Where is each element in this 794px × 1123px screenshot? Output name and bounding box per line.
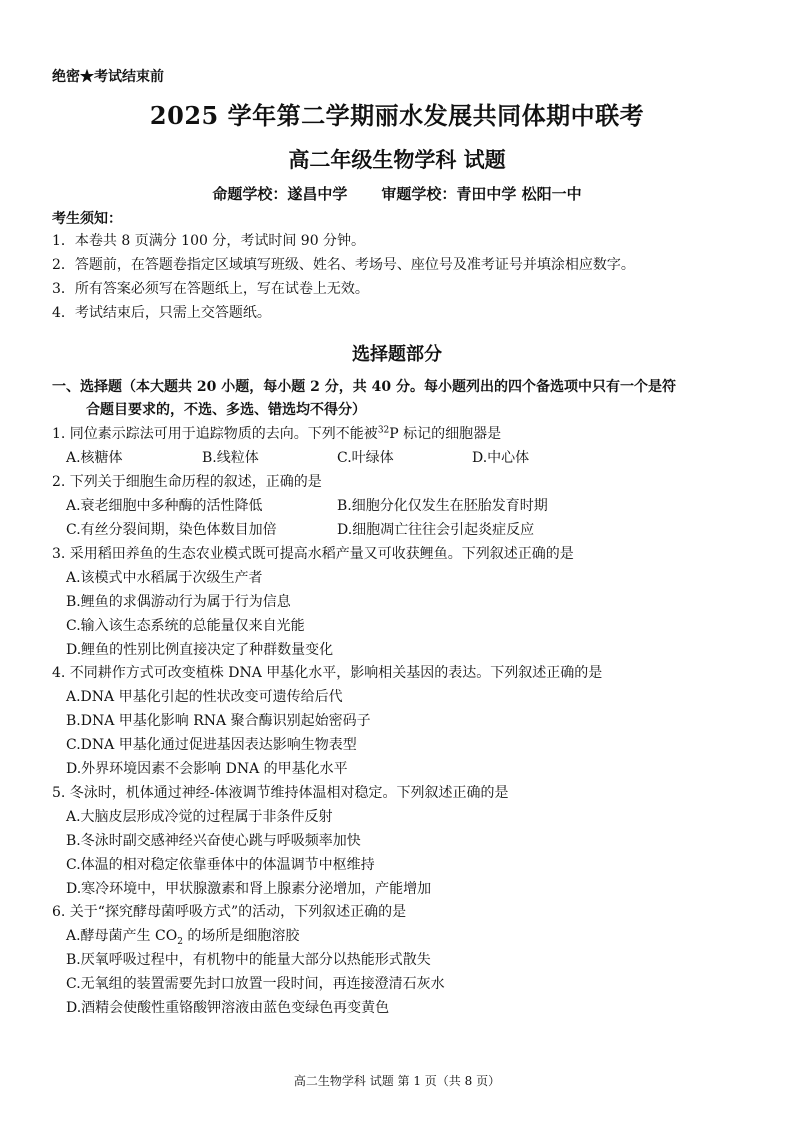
notice-item: 2．答题前，在答题卷指定区域填写班级、姓名、考场号、座位号及准考证号并填涂相应数字。 — [52, 257, 635, 273]
page-footer: 高二生物学科 试题 第 1 页（共 8 页） — [293, 1074, 501, 1088]
notice-item: 3．所有答案必须写在答题纸上，写在试卷上无效。 — [52, 281, 369, 297]
exam-subtitle: 高二年级生物学科 试题 — [288, 147, 506, 172]
school-info — [0, 183, 794, 204]
option-a: A.衰老细胞中多种酶的活性降低 — [66, 498, 263, 514]
option-a: A.大脑皮层形成冷觉的过程属于非条件反射 — [66, 809, 333, 825]
part-heading-cont: 合题目要求的，不选、多选、错选均不得分） — [86, 402, 366, 418]
option-b: B.冬泳时副交感神经兴奋使心跳与呼吸频率加快 — [66, 833, 361, 849]
option-a: A.该模式中水稻属于次级生产者 — [66, 570, 263, 586]
option-b: B.鲤鱼的求偶游动行为属于行为信息 — [66, 594, 291, 610]
option-c: C.有丝分裂间期，染色体数目加倍 — [66, 522, 277, 538]
option-a: A.酵母菌产生 $CO_2$ 的场所是细胞溶胶 — [66, 928, 300, 947]
notice-item: 1．本卷共 8 页满分 100 分，考试时间 90 分钟。 — [52, 233, 366, 249]
option-b: B.细胞分化仅发生在胚胎发育时期 — [337, 498, 548, 514]
option-a: A.DNA 甲基化引起的性状改变可遗传给后代 — [66, 689, 343, 705]
question-2-stem: 2. 下列关于细胞生命历程的叙述，正确的是 — [52, 474, 322, 490]
notice-title: 考生须知： — [52, 211, 122, 227]
option-b: B.DNA 甲基化影响 RNA 聚合酶识别起始密码子 — [66, 713, 371, 729]
question-3-stem: 3. 采用稻田养鱼的生态农业模式既可提高水稻产量又可收获鲤鱼。下列叙述正确的是 — [52, 546, 574, 562]
option-a: A.核糖体 — [66, 450, 123, 466]
option-d: D.寒冷环境中，甲状腺激素和肾上腺素分泌增加，产能增加 — [66, 881, 432, 897]
notice-item: 4．考试结束后，只需上交答题纸。 — [52, 305, 271, 321]
question-4-stem: 4. 不同耕作方式可改变植株 DNA 甲基化水平，影响相关基因的表达。下列叙述正确的是 — [52, 665, 603, 681]
option-c: C.DNA 甲基化通过促进基因表达影响生物表型 — [66, 737, 357, 753]
option-b: B.线粒体 — [202, 450, 259, 466]
option-d: D.酒精会使酸性重铬酸钾溶液由蓝色变绿色再变黄色 — [66, 1000, 390, 1016]
option-c: C.叶绿体 — [337, 450, 394, 466]
option-d: D.外界环境因素不会影响 DNA 的甲基化水平 — [66, 761, 348, 777]
exam-title: 2025 学年第二学期丽水发展共同体期中联考 — [149, 101, 645, 130]
option-d: D.中心体 — [472, 450, 530, 466]
confidential-label: 绝密★考试结束前 — [52, 69, 164, 85]
part-heading: 一、选择题（本大题共 20 小题，每小题 2 分，共 40 分。每小题列出的四个备选项中只有一个是符 — [52, 379, 676, 395]
option-c: C.输入该生态系统的总能量仅来自光能 — [66, 618, 305, 634]
option-c: C.体温的相对稳定依靠垂体中的体温调节中枢维持 — [66, 857, 375, 873]
option-d: D.鲤鱼的性别比例直接决定了种群数量变化 — [66, 642, 334, 658]
option-b: B.厌氧呼吸过程中，有机物中的能量大部分以热能形式散失 — [66, 952, 431, 968]
section-title: 选择题部分 — [352, 344, 442, 365]
question-6-stem: 6. 关于“探究酵母菌呼吸方式”的活动，下列叙述正确的是 — [52, 904, 407, 920]
reviewer-schools: 审题学校：青田中学 松阳一中 — [381, 185, 582, 203]
question-5-stem: 5. 冬泳时，机体通过神经-体液调节维持体温相对稳定。下列叙述正确的是 — [52, 785, 509, 801]
question-1-stem: 1. 同位素示踪法可用于追踪物质的去向。下列不能被$^{32}$P 标记的细胞器是 — [52, 425, 502, 442]
option-d: D.细胞凋亡往往会引起炎症反应 — [337, 522, 535, 538]
option-c: C.无氧组的装置需要先封口放置一段时间，再连接澄清石灰水 — [66, 976, 445, 992]
composer-school: 命题学校：遂昌中学 — [212, 185, 348, 203]
